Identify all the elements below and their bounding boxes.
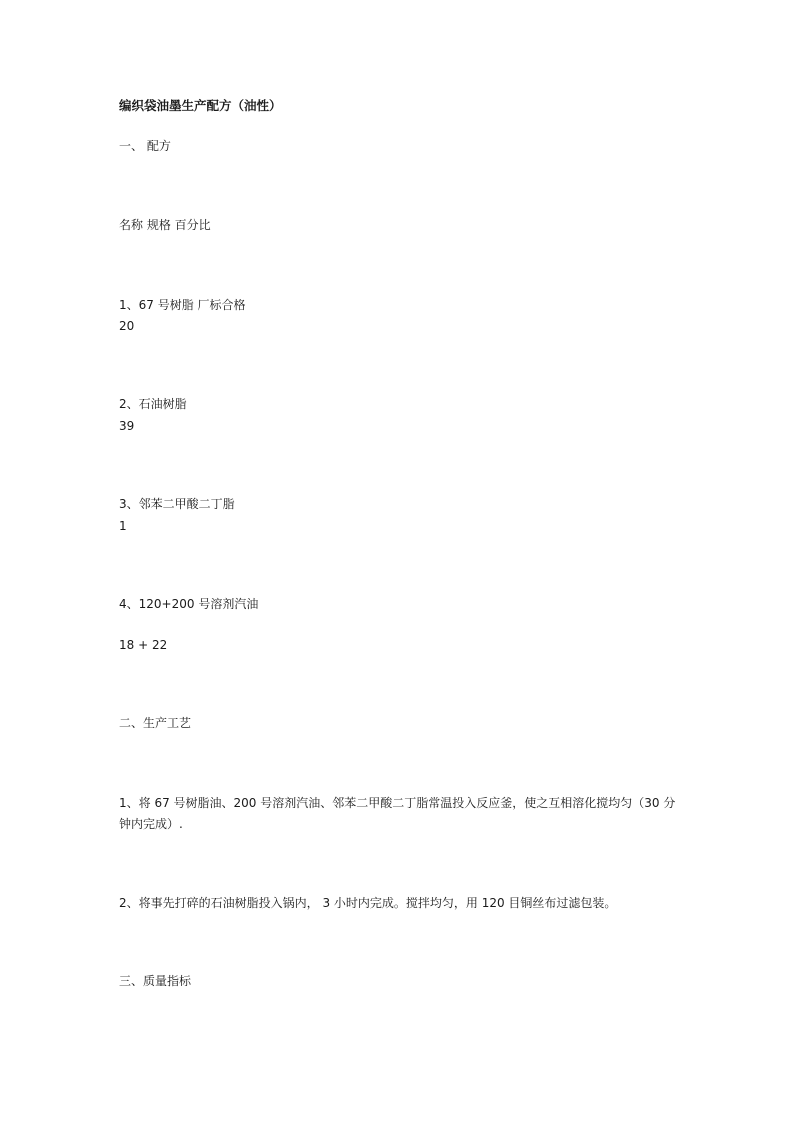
- document-title: 编织袋油墨生产配方（油性）: [119, 98, 282, 113]
- ingredient-percentage: 39: [119, 419, 135, 433]
- section-heading-quality: 三、质量指标: [119, 974, 192, 988]
- table-header: 名称 规格 百分比: [119, 218, 211, 232]
- process-step: 2、将事先打碎的石油树脂投入锅内， 3 小时内完成。搅拌均匀，用 120 目铜丝布过滤包装。: [119, 896, 617, 910]
- ingredient-percentage: 18 + 22: [119, 638, 168, 652]
- section-heading-process: 二、生产工艺: [119, 716, 192, 730]
- process-step: 1、将 67 号树脂油、200 号溶剂汽油、邻苯二甲酸二丁脂常温投入反应釜，使之互相溶化搅均匀（30 分钟内完成）.: [119, 796, 676, 831]
- ingredient-name: 2、石油树脂: [119, 397, 187, 411]
- ingredient-name: 3、邻苯二甲酸二丁脂: [119, 497, 235, 511]
- ingredient-name: 1、67 号树脂 厂标合格: [119, 298, 246, 312]
- ingredient-percentage: 20: [119, 319, 135, 333]
- section-heading-formula: 一、 配方: [119, 139, 171, 153]
- ingredient-name: 4、120+200 号溶剂汽油: [119, 597, 259, 611]
- ingredient-percentage: 1: [119, 519, 127, 533]
